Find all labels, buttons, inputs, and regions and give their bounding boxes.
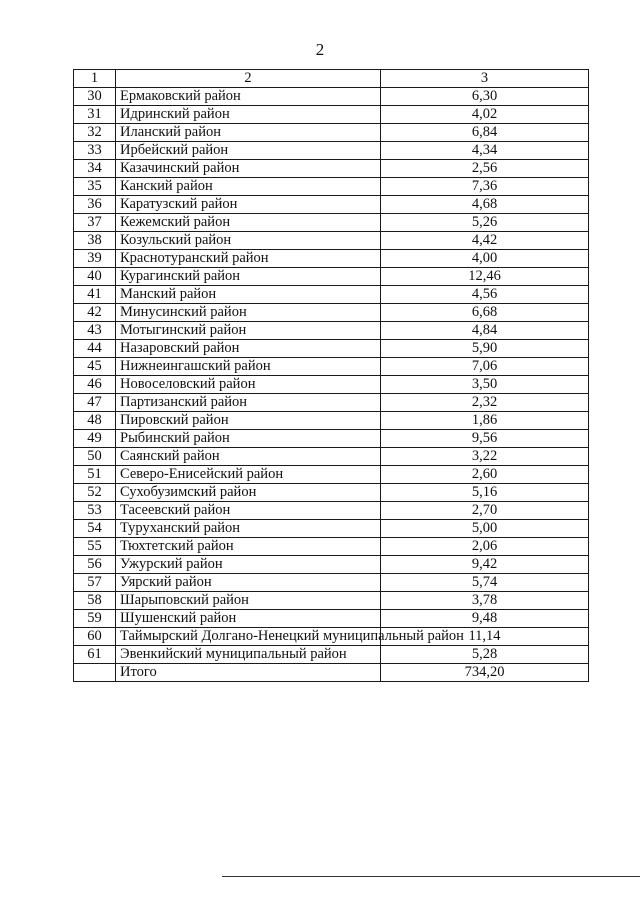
row-number-cell: 44 <box>74 340 116 358</box>
footer-divider <box>222 876 640 877</box>
district-name-cell: Тасеевский район <box>116 502 381 520</box>
row-number-cell: 31 <box>74 106 116 124</box>
table-row <box>74 358 589 376</box>
table-row <box>74 124 589 142</box>
value-cell: 3,50 <box>381 376 589 394</box>
value-cell: 5,28 <box>381 646 589 664</box>
table-row <box>74 556 589 574</box>
value-cell: 4,84 <box>381 322 589 340</box>
value-cell: 4,42 <box>381 232 589 250</box>
table-row <box>74 646 589 664</box>
table-row <box>74 304 589 322</box>
value-cell: 4,02 <box>381 106 589 124</box>
district-name-cell: Иланский район <box>116 124 381 142</box>
value-cell: 4,56 <box>381 286 589 304</box>
value-cell: 6,68 <box>381 304 589 322</box>
row-number-cell: 40 <box>74 268 116 286</box>
total-number-cell <box>74 664 116 682</box>
table-row <box>74 466 589 484</box>
table-row <box>74 88 589 106</box>
value-cell: 2,32 <box>381 394 589 412</box>
district-name-cell: Тюхтетский район <box>116 538 381 556</box>
row-number-cell: 59 <box>74 610 116 628</box>
district-name-cell: Пировский район <box>116 412 381 430</box>
row-number-cell: 57 <box>74 574 116 592</box>
row-number-cell: 34 <box>74 160 116 178</box>
table-row <box>74 106 589 124</box>
row-number-cell: 42 <box>74 304 116 322</box>
row-number-cell: 38 <box>74 232 116 250</box>
row-number-cell: 43 <box>74 322 116 340</box>
row-number-cell: 61 <box>74 646 116 664</box>
value-cell: 3,22 <box>381 448 589 466</box>
row-number-cell: 56 <box>74 556 116 574</box>
value-cell: 2,60 <box>381 466 589 484</box>
district-name-cell: Шарыповский район <box>116 592 381 610</box>
row-number-cell: 51 <box>74 466 116 484</box>
district-name-cell: Новоселовский район <box>116 376 381 394</box>
district-name-cell: Краснотуранский район <box>116 250 381 268</box>
row-number-cell: 58 <box>74 592 116 610</box>
value-cell: 4,00 <box>381 250 589 268</box>
table-row <box>74 142 589 160</box>
district-name-cell: Таймырский Долгано-Ненецкий муниципальный район <box>116 628 381 646</box>
value-cell: 6,84 <box>381 124 589 142</box>
row-number-cell: 39 <box>74 250 116 268</box>
district-name-cell: Идринский район <box>116 106 381 124</box>
table-row <box>74 430 589 448</box>
row-number-cell: 46 <box>74 376 116 394</box>
row-number-cell: 36 <box>74 196 116 214</box>
district-name-cell: Северо-Енисейский район <box>116 466 381 484</box>
header-col-1: 1 <box>74 70 116 88</box>
value-cell: 5,90 <box>381 340 589 358</box>
value-cell: 5,74 <box>381 574 589 592</box>
row-number-cell: 54 <box>74 520 116 538</box>
table-row <box>74 574 589 592</box>
district-name-cell: Канский район <box>116 178 381 196</box>
district-name-cell: Назаровский район <box>116 340 381 358</box>
row-number-cell: 47 <box>74 394 116 412</box>
table-row <box>74 250 589 268</box>
table-header-row <box>74 70 589 88</box>
district-name-cell: Ирбейский район <box>116 142 381 160</box>
value-cell: 9,48 <box>381 610 589 628</box>
row-number-cell: 37 <box>74 214 116 232</box>
table-row <box>74 286 589 304</box>
row-number-cell: 33 <box>74 142 116 160</box>
table-row <box>74 232 589 250</box>
row-number-cell: 45 <box>74 358 116 376</box>
value-cell: 6,30 <box>381 88 589 106</box>
row-number-cell: 60 <box>74 628 116 646</box>
row-number-cell: 30 <box>74 88 116 106</box>
district-name-cell: Козульский район <box>116 232 381 250</box>
district-name-cell: Сухобузимский район <box>116 484 381 502</box>
header-col-2: 2 <box>116 70 381 88</box>
value-cell: 2,06 <box>381 538 589 556</box>
table-row <box>74 502 589 520</box>
row-number-cell: 41 <box>74 286 116 304</box>
value-cell: 7,06 <box>381 358 589 376</box>
district-name-cell: Ужурский район <box>116 556 381 574</box>
total-label-cell: Итого <box>116 664 381 682</box>
value-cell: 3,78 <box>381 592 589 610</box>
district-name-cell: Уярский район <box>116 574 381 592</box>
value-cell: 7,36 <box>381 178 589 196</box>
district-name-cell: Саянский район <box>116 448 381 466</box>
table-row <box>74 376 589 394</box>
row-number-cell: 35 <box>74 178 116 196</box>
value-cell: 2,70 <box>381 502 589 520</box>
district-name-cell: Манский район <box>116 286 381 304</box>
row-number-cell: 32 <box>74 124 116 142</box>
table-row <box>74 628 589 646</box>
value-cell: 9,56 <box>381 430 589 448</box>
table-row <box>74 592 589 610</box>
district-name-cell: Рыбинский район <box>116 430 381 448</box>
row-number-cell: 55 <box>74 538 116 556</box>
table-row <box>74 448 589 466</box>
value-cell: 5,26 <box>381 214 589 232</box>
value-cell: 2,56 <box>381 160 589 178</box>
district-name-cell: Ермаковский район <box>116 88 381 106</box>
value-cell: 4,34 <box>381 142 589 160</box>
data-table <box>73 69 589 682</box>
value-cell: 12,46 <box>381 268 589 286</box>
district-name-cell: Нижнеингашский район <box>116 358 381 376</box>
table-row <box>74 322 589 340</box>
district-name-cell: Курагинский район <box>116 268 381 286</box>
row-number-cell: 48 <box>74 412 116 430</box>
table-row <box>74 268 589 286</box>
table-row <box>74 214 589 232</box>
table-row <box>74 196 589 214</box>
row-number-cell: 50 <box>74 448 116 466</box>
table-row <box>74 160 589 178</box>
district-name-cell: Мотыгинский район <box>116 322 381 340</box>
district-name-cell: Шушенский район <box>116 610 381 628</box>
table-row <box>74 538 589 556</box>
value-cell: 11,14 <box>381 628 589 646</box>
table-row <box>74 610 589 628</box>
district-name-cell: Партизанский район <box>116 394 381 412</box>
value-cell: 5,16 <box>381 484 589 502</box>
page-number: 2 <box>315 40 325 59</box>
value-cell: 5,00 <box>381 520 589 538</box>
district-name-cell: Туруханский район <box>116 520 381 538</box>
table-row <box>74 412 589 430</box>
total-value-cell: 734,20 <box>381 664 589 682</box>
table-row <box>74 340 589 358</box>
row-number-cell: 53 <box>74 502 116 520</box>
row-number-cell: 49 <box>74 430 116 448</box>
table-body <box>74 70 589 682</box>
row-number-cell: 52 <box>74 484 116 502</box>
table-row <box>74 520 589 538</box>
value-cell: 9,42 <box>381 556 589 574</box>
district-name-cell: Кежемский район <box>116 214 381 232</box>
value-cell: 4,68 <box>381 196 589 214</box>
value-cell: 1,86 <box>381 412 589 430</box>
header-col-3: 3 <box>381 70 589 88</box>
district-name-cell: Каратузский район <box>116 196 381 214</box>
district-name-cell: Казачинский район <box>116 160 381 178</box>
table-row <box>74 178 589 196</box>
table-row <box>74 394 589 412</box>
table-row <box>74 484 589 502</box>
district-name-cell: Минусинский район <box>116 304 381 322</box>
district-name-cell: Эвенкийский муниципальный район <box>116 646 381 664</box>
total-row <box>74 664 589 682</box>
